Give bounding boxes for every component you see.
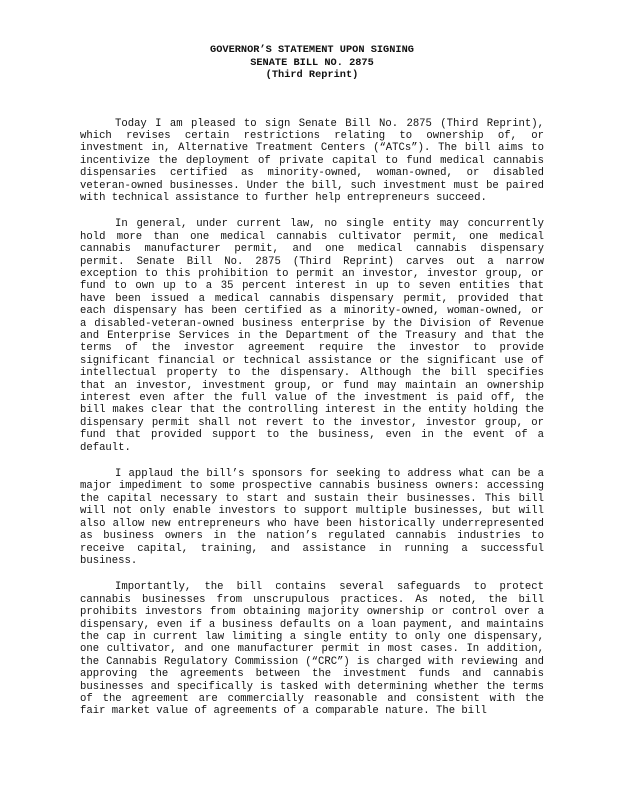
paragraph-safeguards: Importantly, the bill contains several safeguards to protect cannabis businesses from unscrupulous practices. As noted, the bill prohibits investors from obtaining majority ownership or control over a dispensary, even if a business defaults on a loan payment, and maintains the cap in current law limiting a single entity to only one dispensary, one cultivator, and one manufacturer permit in most cases. In addition, the Cannabis Regulatory Commission (“CRC”) is charged with reviewing and approving the agreements between the investment funds and cannabis businesses and specifically is tasked with determining whether the terms of the agreement are commercially reasonable and consistent with the fair market value of agreements of a comparable nature. The bill xyxy=(80,581,544,718)
statement-title: GOVERNOR’S STATEMENT UPON SIGNING xyxy=(210,44,414,56)
bill-number: SENATE BILL NO. 2875 xyxy=(250,56,374,69)
paragraph-intro: Today I am pleased to sign Senate Bill No. 2875 (Third Reprint), which revises certain restrictions relating to ownership of, or investment in, Alternative Treatment Centers (“ATCs”). The bill aims to incentivize the deployment of private capital to fund medical cannabis dispensaries certified as minority-owned, woman-owned, or disabled veteran-owned businesses. Under the bill, such investment must be paired with technical assistance to further help entrepreneurs succeed. xyxy=(80,117,544,204)
document-heading xyxy=(80,44,544,82)
document-page xyxy=(80,44,544,732)
paragraph-current-law: In general, under current law, no single entity may concurrently hold more than one medical cannabis cultivator permit, one medical cannabis manufacturer permit, and one medical cannabis dispensary permit. Senate Bill No. 2875 (Third Reprint) carves out a narrow exception to this prohibition to permit an investor, investor group, or fund to own up to a 35 percent interest in up to seven entities that have been issued a medical cannabis dispensary permit, provided that each dispensary has been certified as a minority-owned, woman-owned, or a disabled-veteran-owned business enterprise by the Division of Revenue and Enterprise Services in the Department of the Treasury and that the terms of the investor agreement require the investor to provide significant financial or technical assistance or the significant use of intellectual property to the dispensary. Although the bill specifies that an investor, investment group, or fund may maintain an ownership interest even after the full value of the investment is paid off, the bill makes clear that the controlling interest in the entity holding the dispensary permit shall not revert to the investor, investor group, or fund that provided support to the business, even in the event of a default. xyxy=(80,218,544,454)
paragraph-sponsors: I applaud the bill’s sponsors for seeking to address what can be a major impediment to some prospective cannabis business owners: accessing the capital necessary to start and sustain their businesses. This bill will not only enable investors to support multiple businesses, but will also allow new entrepreneurs who have been historically underrepresented as business owners in the nation’s regulated cannabis industries to receive capital, training, and assistance in running a successful business. xyxy=(80,468,544,567)
reprint-label: (Third Reprint) xyxy=(265,69,359,81)
